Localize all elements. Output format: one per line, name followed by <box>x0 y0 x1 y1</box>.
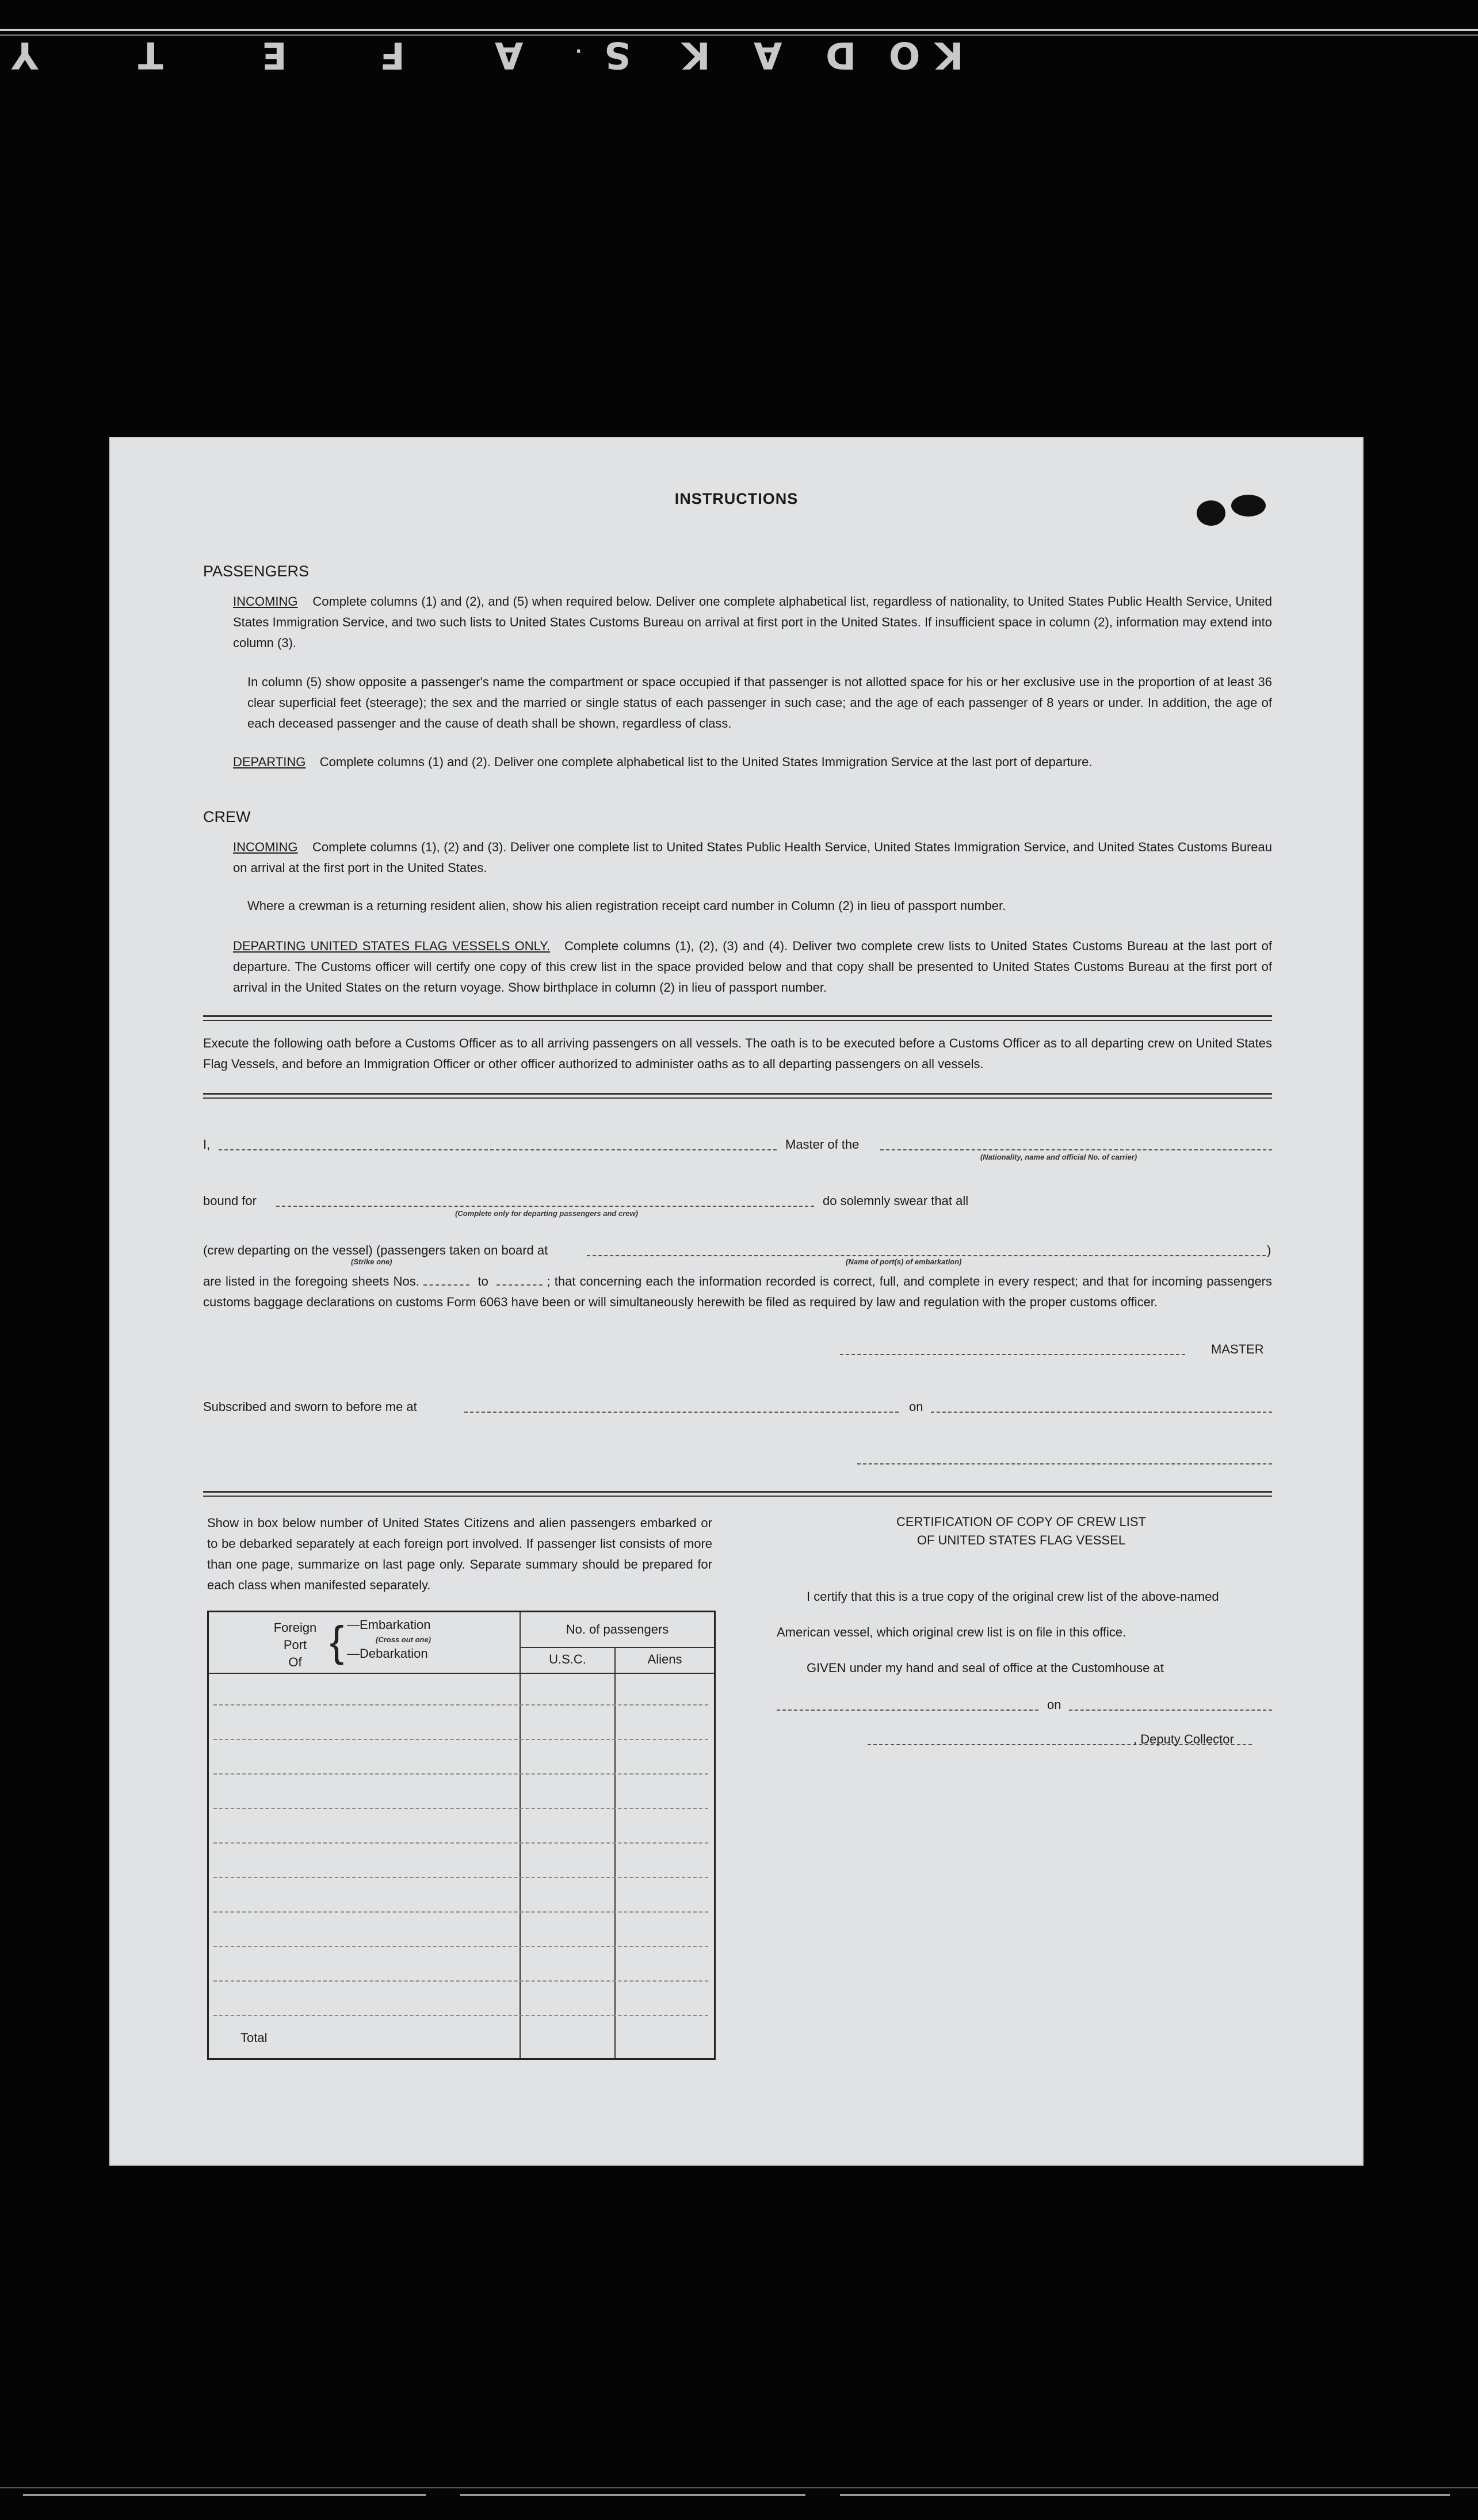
subscribed-place-field[interactable] <box>464 1412 899 1413</box>
page-title: INSTRUCTIONS <box>674 490 799 507</box>
crew-departing-paragraph <box>233 936 1272 998</box>
header-foreign-port: Foreign Port Of <box>273 1620 317 1669</box>
certification-text-1: I certify that this is a true copy of the original crew list of the above-named <box>807 1589 1219 1604</box>
officer-signature-field[interactable] <box>857 1463 1272 1464</box>
carrier-field[interactable] <box>880 1149 1272 1150</box>
film-edge-line <box>0 29 1478 31</box>
document-page <box>109 437 1364 2166</box>
to-label: to <box>478 1274 488 1288</box>
master-of-label: Master of the <box>785 1137 860 1152</box>
sheet-to-field[interactable] <box>497 1284 543 1286</box>
ports-note: (Name of port(s) of embarkation) <box>846 1257 962 1266</box>
passengers-column5-paragraph: In column (5) show opposite a passenger's name the compartment or space occupied if that passenger is not allotted space for his or her exclusive use in the proportion of at least 36 clear superficial feet (steerage); the sex and the married or single status of each passenger in such case; and the age of each passenger of 8 years or under. In addition, the age of each deceased passenger and the cause of death shall be shown, regardless of class. <box>247 675 1272 731</box>
crew-departing-label: DEPARTING UNITED STATES FLAG VESSELS ONLY. <box>233 939 551 953</box>
film-letter: A <box>754 33 782 76</box>
passengers-departing-paragraph <box>233 752 1272 773</box>
double-rule <box>203 1015 1272 1021</box>
customhouse-field[interactable] <box>777 1710 1038 1711</box>
table-row[interactable] <box>213 1808 708 1809</box>
header-no-passengers: No. of passengers <box>566 1622 669 1636</box>
deputy-collector-label: , Deputy Collector <box>1133 1732 1234 1746</box>
header-embarkation: —Embarkation <box>347 1617 431 1632</box>
certification-text-3: GIVEN under my hand and seal of office at the Customhouse at <box>807 1661 1164 1675</box>
film-strip-bottom <box>0 2484 1478 2507</box>
film-edge-line <box>0 2487 1478 2488</box>
film-edge-dash <box>840 2494 1450 2496</box>
sheet-from-field[interactable] <box>423 1284 469 1286</box>
passenger-summary-table <box>207 1611 716 2060</box>
subscribed-date-field[interactable] <box>931 1412 1272 1413</box>
table-column-divider <box>614 1648 616 2058</box>
header-cross-note: (Cross out one) <box>376 1635 431 1644</box>
header-brace: { <box>330 1617 344 1665</box>
table-row[interactable] <box>213 1877 708 1878</box>
crew-incoming-label: INCOMING <box>233 840 298 854</box>
close-paren: ) <box>1267 1243 1271 1257</box>
film-letter: E <box>262 33 287 76</box>
table-header-divider <box>520 1647 714 1648</box>
double-rule <box>203 1491 1272 1497</box>
crew-departing-text: Complete columns (1), (2), (3) and (4). Deliver two complete crew lists to United States Customs Bureau at the last port of departure. The Customs officer will certify one copy of this crew list in the space provided below and that copy shall be presented to United States Customs Bureau at the first port of arrival in the United States on the return voyage. Show birthplace in column (2) in lieu of passport number. <box>233 939 1272 995</box>
header-usc: U.S.C. <box>549 1652 586 1666</box>
subscribed-label: Subscribed and sworn to before me at <box>203 1399 417 1414</box>
oath-i-label: I, <box>203 1137 211 1152</box>
film-letter: K <box>935 33 964 76</box>
master-name-field[interactable] <box>219 1149 777 1150</box>
certification-date-field[interactable] <box>1069 1710 1272 1711</box>
listed-paragraph <box>203 1271 1272 1313</box>
film-letter: T <box>138 33 163 76</box>
passengers-incoming-paragraph <box>233 591 1272 653</box>
header-aliens: Aliens <box>647 1652 682 1666</box>
film-letter: D <box>826 33 857 76</box>
film-letter: S <box>604 33 631 76</box>
listed-prefix: are listed in the foregoing sheets Nos. <box>203 1274 419 1288</box>
double-rule <box>203 1093 1272 1099</box>
passengers-departing-label: DEPARTING <box>233 755 306 769</box>
certification-title-line2: OF UNITED STATES FLAG VESSEL <box>916 1533 1126 1547</box>
header-debarkation: —Debarkation <box>347 1646 428 1661</box>
bound-for-label: bound for <box>203 1194 257 1208</box>
table-row[interactable] <box>213 1911 708 1913</box>
listed-text: ; that concerning each the information recorded is correct, full, and complete in every respect; and that for incoming passengers customs baggage declarations on customs Form 6063 have been or will simultaneously herewith be filed as required by law and regulation with the proper customs officer. <box>203 1274 1273 1309</box>
table-header-bottom <box>209 1673 714 1674</box>
crew-passengers-label: (crew departing on the vessel) (passengers taken on board at <box>203 1243 548 1257</box>
table-row[interactable] <box>213 1739 708 1740</box>
passengers-departing-text: Complete columns (1) and (2). Deliver one complete alphabetical list to the United States Immigration Service at the last port of departure. <box>319 755 1093 769</box>
subscribed-on-label: on <box>909 1399 923 1414</box>
bound-note: (Complete only for departing passengers and crew) <box>455 1209 638 1218</box>
table-row[interactable] <box>213 2015 708 2016</box>
summary-instructions: Show in box below number of United States Citizens and alien passengers embarked or to be debarked separately at each foreign port involved. If passenger list consists of more than one page, summarize on last page only. Separate summary should be prepared for each class when manifested separately. <box>207 1516 712 1592</box>
film-letter: O <box>889 33 921 76</box>
table-row[interactable] <box>213 1704 708 1706</box>
table-column-divider <box>520 1612 521 2058</box>
film-edge-line-thin <box>0 35 1478 36</box>
film-letter: K <box>682 33 711 76</box>
film-edge-dash <box>460 2494 805 2496</box>
crew-incoming-text: Complete columns (1), (2) and (3). Deliver one complete list to United States Public Health Service, United States Immigration Service, and United States Customs Bureau on arrival at the first port in the United States. <box>233 840 1272 875</box>
certification-title-line1: CERTIFICATION OF COPY OF CREW LIST <box>896 1515 1146 1529</box>
crew-resident-paragraph: Where a crewman is a returning resident alien, show his alien registration receipt card number in Column (2) in lieu of passport number. <box>247 898 1006 913</box>
section-heading-passengers: PASSENGERS <box>203 563 310 580</box>
swear-label: do solemnly swear that all <box>823 1194 969 1208</box>
oath-instructions: Execute the following oath before a Customs Officer as to all arriving passengers on all vessels. The oath is to be executed before a Customs Officer as to all departing crew on United States Flag Vessels, and before an Immigration Officer or other officer authorized to administer oaths as to all departing passengers on all vessels. <box>203 1036 1272 1071</box>
film-letter: A <box>495 33 524 76</box>
film-strip-top <box>0 0 1478 76</box>
crew-incoming-paragraph <box>233 837 1272 878</box>
bound-for-field[interactable] <box>276 1206 814 1207</box>
table-row[interactable] <box>213 1946 708 1947</box>
nationality-note: (Nationality, name and official No. of carrier) <box>980 1153 1137 1161</box>
passengers-incoming-text: Complete columns (1) and (2), and (5) when required below. Deliver one complete alphabetical list, regardless of nationality, to United States Public Health Service, United States Immigration Service, and two such lists to United States Customs Bureau on arrival at first port in the United States. If insufficient space in column (2), information may extend into column (3). <box>233 594 1272 650</box>
embarkation-port-field[interactable] <box>587 1255 1266 1256</box>
table-row[interactable] <box>213 1980 708 1982</box>
master-signature-field[interactable] <box>840 1354 1185 1355</box>
film-letter: F <box>380 33 405 76</box>
total-label: Total <box>240 2030 268 2045</box>
strike-note: (Strike one) <box>351 1257 392 1266</box>
section-heading-crew: CREW <box>203 808 251 825</box>
film-letter: Y <box>12 33 39 76</box>
certification-on-label: on <box>1047 1697 1061 1712</box>
certification-title <box>771 1513 1271 1550</box>
film-letter: . <box>575 45 582 65</box>
film-edge-dash <box>23 2494 426 2496</box>
master-label: MASTER <box>1211 1342 1264 1356</box>
passengers-incoming-label: INCOMING <box>233 594 298 609</box>
certification-text-2: American vessel, which original crew list is on file in this office. <box>777 1625 1126 1639</box>
table-row[interactable] <box>213 1773 708 1775</box>
table-row[interactable] <box>213 1842 708 1844</box>
